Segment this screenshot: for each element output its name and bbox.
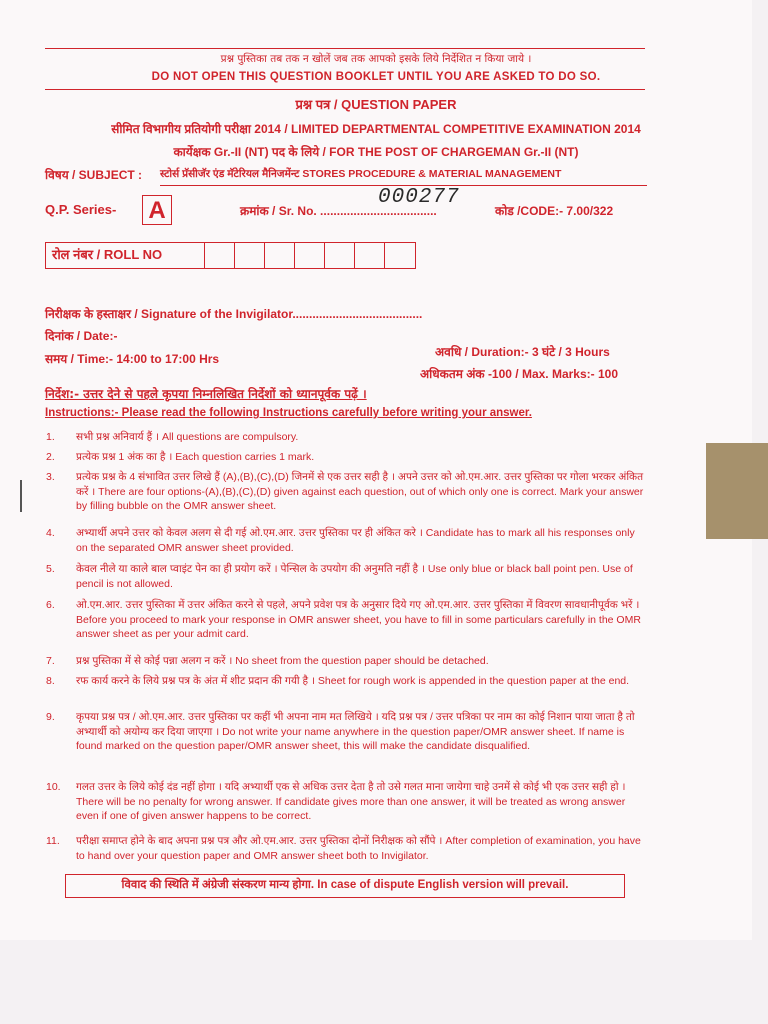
roll-cell[interactable]	[355, 243, 385, 268]
instruction-text: सभी प्रश्न अनिवार्य हैं । All questions are compulsory.	[76, 431, 299, 443]
margin-mark	[20, 480, 22, 512]
instruction-text: अभ्यार्थी अपने उत्तर को केवल अलग से दी गई ओ.एम.आर. उत्तर पुस्तिका पर ही अंकित करे । Candidate has to mark all his responses only on the separated OMR answer sheet provided.	[76, 527, 635, 554]
subject-label: विषय / SUBJECT :	[45, 168, 143, 182]
instruction-number: 4.	[46, 527, 55, 539]
instruction-number: 9.	[46, 711, 55, 723]
serial-label: क्रमांक / Sr. No. ...................................	[240, 204, 437, 218]
top-rule	[45, 48, 645, 49]
date-field: दिनांक / Date:-	[45, 329, 118, 343]
instruction-text: कृपया प्रश्न पत्र / ओ.एम.आर. उत्तर पुस्तिका पर कहीं भी अपना नाम मत लिखिये । यदि प्रश्न पत्र / उत्तर पत्रिका पर नाम का कोई निशान पाया जाता है तो अभ्यार्थी को अयोग्य कर दिया जाएगा । Do not write your name anywhere in the question paper/OMR answer sheet. If name is found marked on the question paper/OMR answer sheet, this will make the candidate disqualified.	[76, 711, 635, 752]
roll-cell[interactable]	[325, 243, 355, 268]
instruction-number: 2.	[46, 451, 55, 463]
roll-cell[interactable]	[295, 243, 325, 268]
instruction-text: प्रश्न पुस्तिका में से कोई पन्ना अलग न करें । No sheet from the question paper should be detached.	[76, 655, 489, 667]
english-warning: DO NOT OPEN THIS QUESTION BOOKLET UNTIL YOU ARE ASKED TO DO SO.	[151, 71, 601, 83]
instruction-text: गलत उत्तर के लिये कोई दंड नहीं होगा । यदि अभ्यार्थी एक से अधिक उत्तर देता है तो उसे गलत माना जायेगा चाहे उनमें से कोई भी एक उत्तर सही हो । There will be no penalty for wrong answer. If candidate gives more than one answer, it will be treated as wrong answer even if one of given answer happens to be correct.	[76, 781, 626, 822]
hindi-instructions-heading: निर्देश:- उत्तर देने से पहले कृपया निम्नलिखित निर्देशों को ध्यानपूर्वक पढ़ें ।	[45, 387, 367, 401]
time-field: समय / Time:- 14:00 to 17:00 Hrs	[45, 352, 220, 366]
instruction-text: केवल नीले या काले बाल प्वाइंट पेन का ही प्रयोग करें । पेन्सिल के उपयोग की अनुमति नहीं है । Use only blue or black ball point pen. Use of pencil is not allowed.	[76, 563, 633, 590]
hindi-warning: प्रश्न पुस्तिका तब तक न खोलें जब तक आपको इसके लिये निर्देशित न किया जाये ।	[220, 53, 532, 65]
roll-cell[interactable]	[235, 243, 265, 268]
instruction-text: परीक्षा समाप्त होने के बाद अपना प्रश्न पत्र और ओ.एम.आर. उत्तर पुस्तिका दोनों निरीक्षक को सौंपे । After completion of examination, you have to hand over your question paper and OMR answer sheet both to Invigilator.	[76, 835, 641, 862]
roll-number-box[interactable]	[45, 242, 416, 269]
duration-field: अवधि / Duration:- 3 घंटे / 3 Hours	[435, 345, 610, 359]
instructions-heading: Instructions:- Please read the following Instructions carefully before writing your answer.	[45, 407, 532, 419]
warning-rule	[45, 89, 645, 90]
dispute-note: विवाद की स्थिति में अंग्रेजी संस्करण मान्य होगा. In case of dispute English version will prevail.	[65, 874, 625, 898]
instruction-number: 11.	[46, 835, 60, 847]
instruction-number: 3.	[46, 471, 55, 483]
instruction-text: प्रत्येक प्रश्न 1 अंक का है । Each question carries 1 mark.	[76, 451, 315, 463]
roll-cell[interactable]	[205, 243, 235, 268]
question-paper-title: प्रश्न पत्र / QUESTION PAPER	[295, 97, 457, 112]
instruction-text: प्रत्येक प्रश्न के 4 संभावित उत्तर लिखे हैं (A),(B),(C),(D) जिनमें से एक उत्तर सही है । अपने उत्तर को ओ.एम.आर. उत्तर पुस्तिका पर गोला भरकर अंकित करें । There are four options-(A),(B),(C),(D) given against each question, out of which only one is correct. Mark your answer by filling bubble on the OMR answer sheet.	[76, 471, 644, 512]
instruction-number: 6.	[46, 599, 55, 611]
exam-title: सीमित विभागीय प्रतियोगी परीक्षा 2014 / LIMITED DEPARTMENTAL COMPETITIVE EXAMINATION 2014	[111, 122, 641, 136]
roll-cell[interactable]	[385, 243, 415, 268]
serial-number: 000277	[378, 186, 460, 209]
invigilator-signature: निरीक्षक के हस्ताक्षर / Signature of the Invigilator.......................................	[45, 307, 423, 321]
instruction-number: 7.	[46, 655, 55, 667]
instruction-number: 5.	[46, 563, 55, 575]
instruction-number: 1.	[46, 431, 55, 443]
instruction-number: 8.	[46, 675, 55, 687]
series-box: A	[142, 195, 172, 225]
max-marks-field: अधिकतम अंक -100 / Max. Marks:- 100	[420, 367, 619, 381]
post-title: कार्येक्षक Gr.-II (NT) पद के लिये / FOR THE POST OF CHARGEMAN Gr.-II (NT)	[173, 145, 579, 159]
series-label: Q.P. Series-	[45, 202, 117, 217]
roll-label: रोल नंबर / ROLL NO	[46, 243, 205, 268]
roll-cell[interactable]	[265, 243, 295, 268]
code-label: कोड /CODE:- 7.00/322	[495, 204, 614, 218]
instruction-number: 10.	[46, 781, 61, 793]
subject-value: स्टोर्स प्रॅसीजॅर एंड मॅटेरियल मैनिजमेंन्ट STORES PROCEDURE & MATERIAL MANAGEMENT	[160, 168, 562, 180]
instruction-text: ओ.एम.आर. उत्तर पुस्तिका में उत्तर अंकित करने से पहले, अपने प्रवेश पत्र के अनुसार दिये गए ओ.एम.आर. उत्तर पुस्तिका में विवरण सावधानीपूर्वक भरें । Before you proceed to mark your response in OMR answer sheet, you have to fill in some particulars carefully in the OMR answer sheet as per your admit card.	[76, 599, 641, 640]
tape-strip	[706, 443, 768, 539]
instruction-text: रफ कार्य करने के लिये प्रश्न पत्र के अंत में शीट प्रदान की गयी है । Sheet for rough work is appended in the question paper at the end.	[76, 675, 630, 687]
